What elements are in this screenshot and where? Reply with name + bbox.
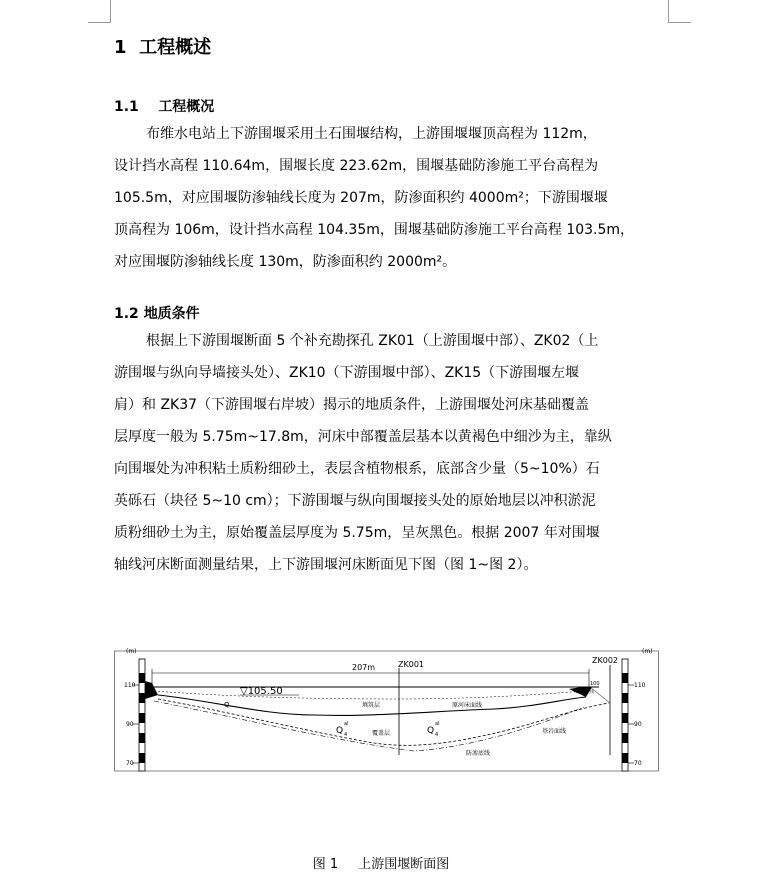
borehole-zk002-label: ZK002 xyxy=(592,656,618,665)
figure-frame xyxy=(115,651,659,771)
label-right-bank: 岸坡开挖线 xyxy=(574,689,594,694)
level-label: ▽105.50 xyxy=(240,686,283,697)
tick-label: 110 xyxy=(634,682,646,689)
subsection-number: 1.2 xyxy=(114,306,139,322)
svg-text:4: 4 xyxy=(435,732,439,738)
axis-unit-right: (m) xyxy=(642,648,653,655)
label-fill-layer: 填筑层 xyxy=(362,702,381,709)
paragraph-line: 布维水电站上下游围堰采用土石围堰结构，上游围堰堰顶高程为 112m， xyxy=(146,126,597,142)
tick-label: 90 xyxy=(126,721,134,728)
tick-label: 70 xyxy=(634,760,642,767)
paragraph-line: 向围堰处为冲积粘土质粉细砂土，表层含植物根系，底部含少量（5~10%）石 xyxy=(114,461,600,477)
paragraph-line: 对应围堰防渗轴线长度 130m，防渗面积约 2000m²。 xyxy=(114,254,457,270)
margin-mark-top-left xyxy=(88,0,111,23)
section-heading xyxy=(114,33,211,59)
label-slope-left: Q xyxy=(224,701,230,709)
length-label: 207m xyxy=(352,663,376,672)
paragraph-line: 肩）和 ZK37（下游围堰右岸坡）揭示的地质条件，上游围堰处河床基础覆盖 xyxy=(114,397,590,413)
paragraph-line: 质粉细砂土为主，原始覆盖层厚度为 5.75m，呈灰黑色。根据 2007 年对围堰 xyxy=(114,525,600,541)
label-q4-left: Q xyxy=(336,726,344,736)
paragraph-line: 层厚度一般为 5.75m~17.8m，河床中部覆盖层基本以黄褐色中细沙为主，靠纵 xyxy=(114,429,612,445)
margin-mark-top-right xyxy=(668,0,691,23)
figure-title: 上游围堰断面图 xyxy=(358,857,450,872)
figure-number: 图 1 xyxy=(312,857,339,872)
section-number: 1 xyxy=(114,37,127,58)
subsection-number: 1.1 xyxy=(114,99,139,115)
svg-text:al: al xyxy=(344,721,349,727)
left-scale-bar xyxy=(139,659,145,771)
label-right-small: 100 xyxy=(590,681,600,687)
label-riverbed: 原河床面线 xyxy=(452,702,483,709)
paragraph-line: 105.5m，对应围堰防渗轴线长度为 207m，防渗面积约 4000m²；下游围堰堰 xyxy=(114,190,608,206)
label-cutoff: 防渗底线 xyxy=(466,750,491,757)
borehole-zk001-label: ZK001 xyxy=(398,660,424,669)
right-scale-bar xyxy=(622,659,628,771)
subsection-heading-1-1 xyxy=(114,96,214,116)
svg-text:4: 4 xyxy=(344,732,348,738)
subsection-heading-1-2 xyxy=(114,303,200,323)
paragraph-line: 设计挡水高程 110.64m，围堰长度 223.62m，围堰基础防渗施工平台高程为 xyxy=(114,158,599,174)
axis-unit-left: (m) xyxy=(126,648,137,655)
paragraph-line: 根据上下游围堰断面 5 个补充勘探孔 ZK01（上游围堰中部）、ZK02（上 xyxy=(146,333,599,349)
cross-section-drawing xyxy=(114,643,659,773)
tick-label: 70 xyxy=(126,760,134,767)
figure-caption xyxy=(0,853,762,872)
section-title: 工程概述 xyxy=(139,37,212,58)
tick-label: 110 xyxy=(124,682,136,689)
paragraph-line: 顶高程为 106m，设计挡水高程 104.35m，围堰基础防渗施工平台高程 103.5m， xyxy=(114,222,635,238)
cross-section-figure xyxy=(114,643,659,777)
label-cover-layer: 覆盖层 xyxy=(372,730,391,737)
subsection-title: 地质条件 xyxy=(143,306,200,322)
label-q4-right: Q xyxy=(427,726,435,736)
tick-label: 90 xyxy=(634,721,642,728)
label-bedrock: 基岩面线 xyxy=(542,728,567,735)
paragraph-line: 游围堰与纵向导墙接头处）、ZK10（下游围堰中部）、ZK15（下游围堰左堰 xyxy=(114,365,580,381)
subsection-title: 工程概况 xyxy=(158,99,215,115)
svg-text:al: al xyxy=(435,721,440,727)
paragraph-line: 英砾石（块径 5~10 cm）；下游围堰与纵向围堰接头处的原始地层以冲积淤泥 xyxy=(114,493,596,509)
paragraph-line: 轴线河床断面测量结果，上下游围堰河床断面见下图（图 1~图 2）。 xyxy=(114,557,538,573)
left-bank-rock xyxy=(145,681,158,699)
